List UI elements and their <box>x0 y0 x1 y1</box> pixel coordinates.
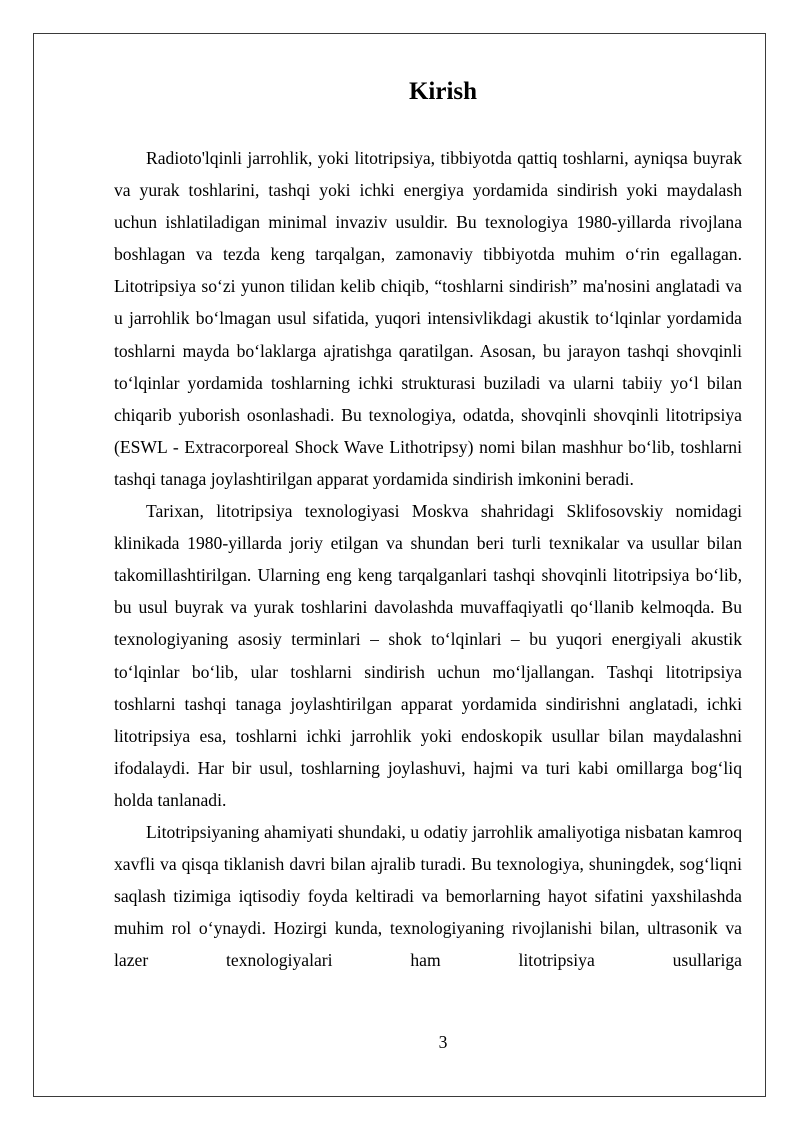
paragraph-1: Radioto'lqinli jarrohlik, yoki litotripsiya, tibbiyotda qattiq toshlarni, ayniqsa buyrak va yurak toshlarini, tashqi yoki ichki energiya yordamida sindirish yoki maydalash uchun ishlatiladigan minimal invaziv usuldir. Bu texnologiya 1980-yillarda rivojlana boshlagan va tezda keng tarqalgan, zamonaviy tibbiyotda muhim o‘rin egallagan. Litotripsiya so‘zi yunon tilidan kelib chiqib, “toshlarni sindirish” ma'nosini anglatadi va u jarrohlik bo‘lmagan usul sifatida, yuqori intensivlikdagi akustik to‘lqinlar yordamida toshlarni mayda bo‘laklarga ajratishga qaratilgan. Asosan, bu jarayon tashqi shovqinli to‘lqinlar yordamida toshlarning ichki strukturasi buziladi va ularni tabiiy yo‘l bilan chiqarib yuborish osonlashadi. Bu texnologiya, odatda, shovqinli shovqinli litotripsiya (ESWL - Extracorporeal Shock Wave Lithotripsy) nomi bilan mashhur bo‘lib, toshlarni tashqi tanaga joylashtirilgan apparat yordamida sindirish imkonini beradi. <box>114 148 742 489</box>
paragraph-3: Litotripsiyaning ahamiyati shundaki, u odatiy jarrohlik amaliyotiga nisbatan kamroq xavfli va qisqa tiklanish davri bilan ajralib turadi. Bu texnologiya, shuningdek, sog‘liqni saqlash tizimiga iqtisodiy foyda keltiradi va bemorlarning hayot sifatini yaxshilashda muhim rol o‘ynaydi. Hozirgi kunda, texnologiyaning rivojlanishi bilan, ultrasonik va lazer texnologiyalari ham litotripsiya usullariga <box>114 821 742 971</box>
document-body <box>114 142 742 976</box>
page-title: Kirish <box>408 78 478 105</box>
page-number: 3 <box>438 1032 448 1052</box>
paragraph-2: Tarixan, litotripsiya texnologiyasi Moskva shahridagi Sklifosovskiy nomidagi klinikada 1980-yillarda joriy etilgan va shundan beri turli texnikalar va usullar bilan takomillashtirilgan. Ularning eng keng tarqalganlari tashqi shovqinli litotripsiya bo‘lib, bu usul buyrak va yurak toshlarini davolashda muvaffaqiyatli qo‘llanib kelmoqda. Bu texnologiyaning asosiy terminlari – shok to‘lqinlari – bu yuqori energiyali akustik to‘lqinlar bo‘lib, ular toshlarni sindirish uchun mo‘ljallangan. Tashqi litotripsiya toshlarni tashqi tanaga joylashtirilgan apparat yordamida sindirishni anglatadi, ichki litotripsiya esa, toshlarni ichki jarrohlik yoki endoskopik usullar bilan maydalashni ifodalaydi. Har bir usul, toshlarning joylashuvi, hajmi va turi kabi omillarga bog‘liq holda tanlanadi. <box>114 501 742 810</box>
